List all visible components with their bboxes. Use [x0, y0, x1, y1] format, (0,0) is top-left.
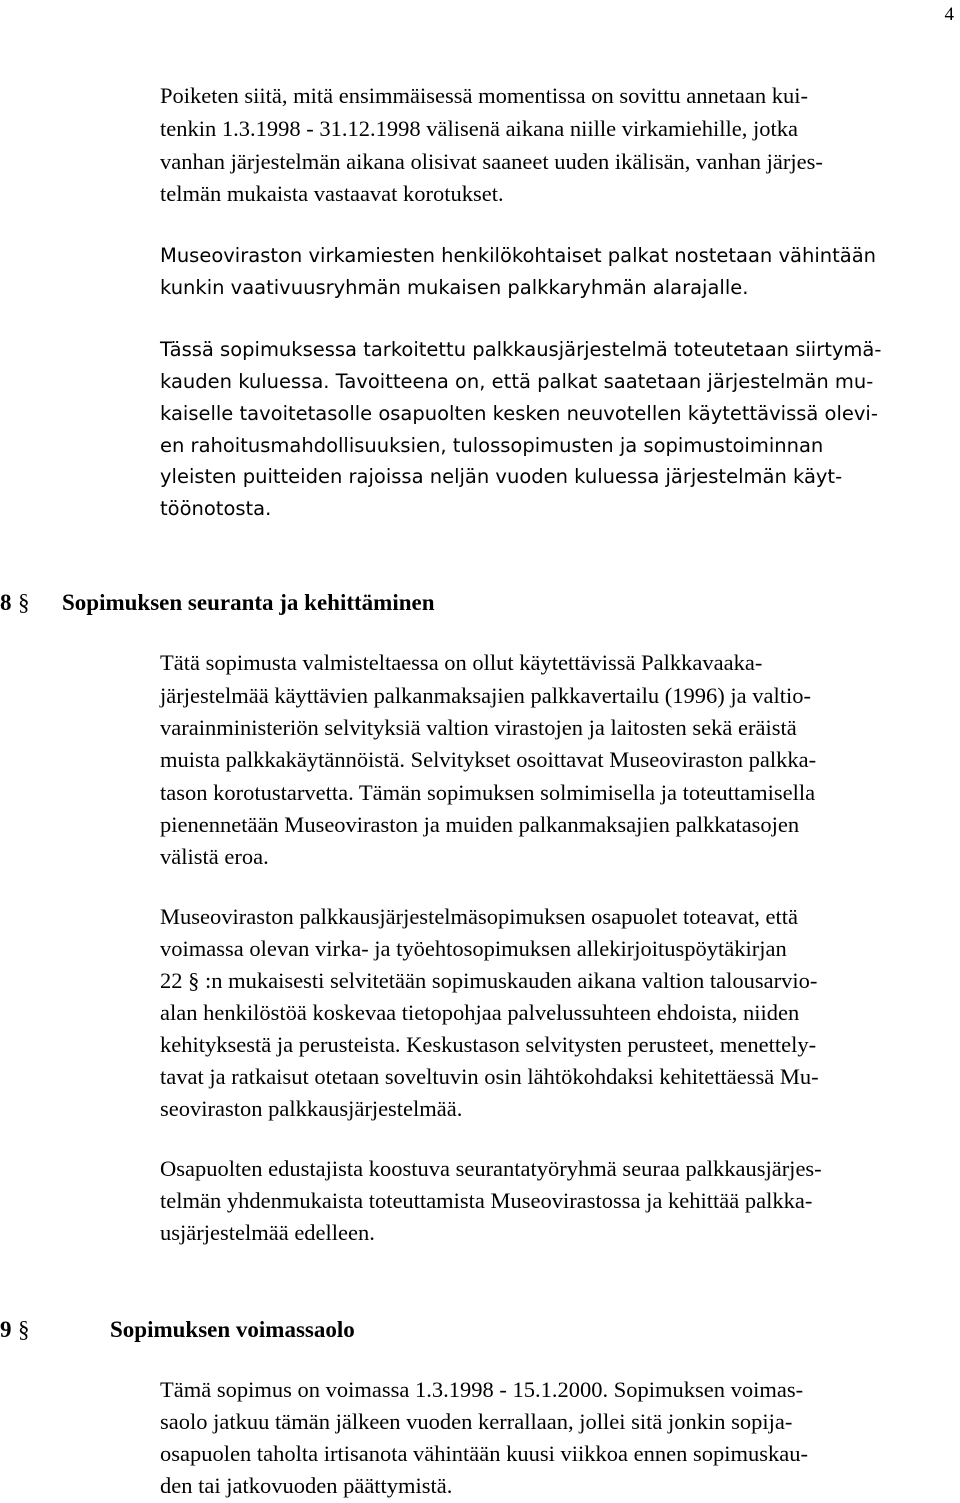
- text-line: kunkin vaativuusryhmän mukaisen palkkaryhmän alarajalle.: [160, 276, 749, 299]
- section-title: Sopimuksen voimassaolo: [110, 1317, 355, 1342]
- text-line: usjärjestelmää edelleen.: [160, 1220, 375, 1245]
- text-line: välistä eroa.: [160, 844, 269, 869]
- text-line: telmän mukaista vastaavat korotukset.: [160, 181, 504, 206]
- text-line: en rahoitusmahdollisuuksien, tulossopimusten ja sopimustoiminnan: [160, 434, 824, 457]
- text-line: Tätä sopimusta valmisteltaessa on ollut käytettävissä Palkkavaaka-: [160, 650, 763, 675]
- text-line: yleisten puitteiden rajoissa neljän vuoden kuluessa järjestelmän käyt-: [160, 465, 843, 488]
- text-line: tenkin 1.3.1998 - 31.12.1998 välisenä aikana niille virkamiehille, jotka: [160, 116, 798, 141]
- text-line: Poiketen siitä, mitä ensimmäisessä momentissa on sovittu annetaan kui-: [160, 83, 809, 108]
- section-number: 9: [0, 1317, 12, 1342]
- text-line: kehityksestä ja perusteista. Keskustason selvitysten perusteet, menettely-: [160, 1032, 817, 1057]
- text-line: kaiselle tavoitetasolle osapuolten kesken neuvotellen käytettävissä olevi-: [160, 402, 878, 425]
- text-line: vanhan järjestelmän aikana olisivat saaneet uuden ikälisän, vanhan järjes-: [160, 149, 823, 174]
- page-number: 4: [944, 4, 954, 25]
- text-line: varainministeriön selvityksiä valtion virastojen ja laitosten sekä eräistä: [160, 715, 797, 740]
- text-line: pienennetään Museoviraston ja muiden palkanmaksajien palkkatasojen: [160, 812, 800, 837]
- text-line: töönotosta.: [160, 497, 272, 520]
- text-line: telmän yhdenmukaista toteuttamista Museovirastossa ja kehittää palkka-: [160, 1188, 813, 1213]
- text-line: voimassa olevan virka- ja työehtosopimuksen allekirjoituspöytäkirjan: [160, 936, 787, 961]
- section-number: 8: [0, 590, 12, 615]
- text-line: tavat ja ratkaisut otetaan soveltuvin osin lähtökohdaksi kehitettäessä Mu-: [160, 1064, 819, 1089]
- text-line: Tämä sopimus on voimassa 1.3.1998 - 15.1.2000. Sopimuksen voimas-: [160, 1377, 804, 1402]
- section-symbol: §: [18, 590, 30, 615]
- text-line: 22 § :n mukaisesti selvitetään sopimuskauden aikana valtion talousarvio-: [160, 968, 818, 993]
- text-line: Museoviraston virkamiesten henkilökohtaiset palkat nostetaan vähintään: [160, 244, 877, 267]
- text-line: tason korotustarvetta. Tämän sopimuksen solmimisella ja toteuttamisella: [160, 780, 816, 805]
- text-line: Tässä sopimuksessa tarkoitettu palkkausjärjestelmä toteutetaan siirtymä-: [160, 338, 882, 361]
- text-line: den tai jatkovuoden päättymistä.: [160, 1473, 453, 1498]
- text-line: järjestelmää käyttävien palkanmaksajien palkkavertailu (1996) ja valtio-: [160, 683, 811, 708]
- section-9-heading: [0, 1316, 960, 1346]
- section-title: Sopimuksen seuranta ja kehittäminen: [62, 590, 435, 615]
- text-line: alan henkilöstöä koskevaa tietopohjaa palvelussuhteen ehdoista, niiden: [160, 1000, 800, 1025]
- section-8-heading: [0, 589, 960, 619]
- text-line: osapuolen taholta irtisanota vähintään kuusi viikkoa ennen sopimuskau-: [160, 1441, 808, 1466]
- text-line: Museoviraston palkkausjärjestelmäsopimuksen osapuolet toteavat, että: [160, 904, 798, 929]
- text-line: muista palkkakäytännöistä. Selvitykset osoittavat Museoviraston palkka-: [160, 747, 817, 772]
- section-symbol: §: [18, 1317, 30, 1342]
- text-line: seoviraston palkkausjärjestelmää.: [160, 1096, 463, 1121]
- text-line: kauden kuluessa. Tavoitteena on, että palkat saatetaan järjestelmän mu-: [160, 370, 874, 393]
- text-line: saolo jatkuu tämän jälkeen vuoden kerrallaan, jollei sitä jonkin sopija-: [160, 1409, 793, 1434]
- text-line: Osapuolten edustajista koostuva seurantatyöryhmä seuraa palkkausjärjes-: [160, 1156, 822, 1181]
